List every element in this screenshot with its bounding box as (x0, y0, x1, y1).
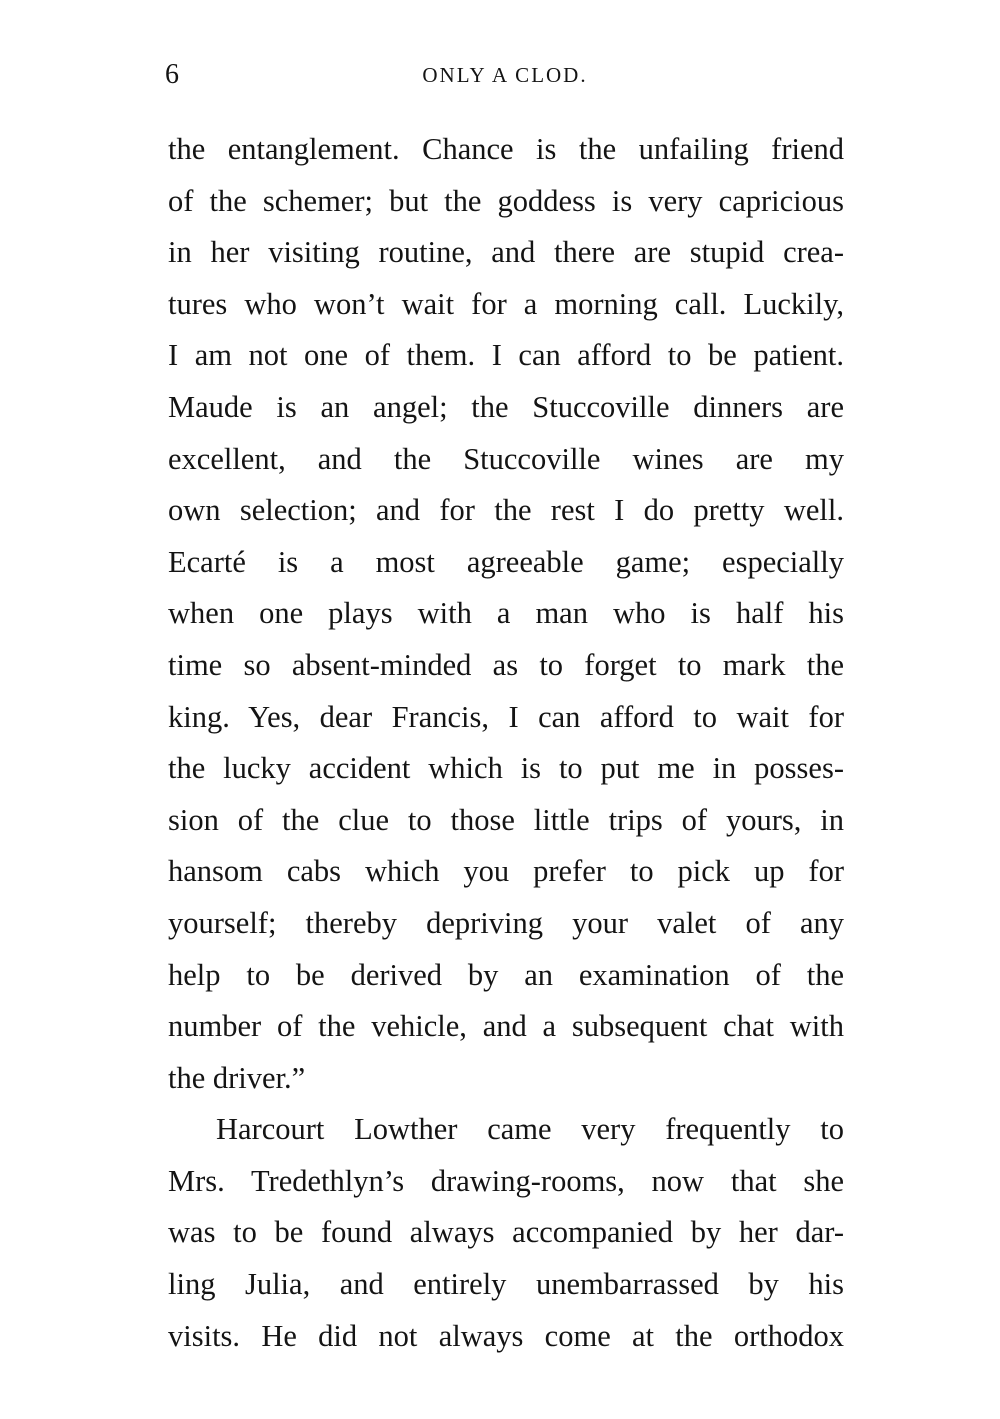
text-line: king. Yes, dear Francis, I can afford to wait for (168, 699, 844, 734)
text-line: visits. He did not always come at the orthodox (168, 1318, 844, 1353)
text-line: excellent, and the Stuccoville wines are my (168, 441, 844, 476)
text-line: help to be derived by an examination of the (168, 957, 844, 992)
text-line: the lucky accident which is to put me in posses- (168, 751, 844, 786)
text-line: own selection; and for the rest I do pretty well. (168, 493, 844, 528)
text-line: in her visiting routine, and there are stupid crea- (168, 235, 844, 270)
text-line: was to be found always accompanied by her dar- (168, 1215, 844, 1250)
text-line: of the schemer; but the goddess is very capricious (168, 183, 844, 218)
page-header (165, 57, 845, 93)
text-line: the entanglement. Chance is the unfailing friend (168, 132, 844, 166)
body-text (168, 124, 844, 1362)
text-line: Mrs. Tredethlyn’s drawing-rooms, now that she (168, 1163, 844, 1198)
text-line: Ecarté is a most agreeable game; especially (168, 544, 844, 579)
text-line: tures who won’t wait for a morning call. Luckily, (168, 286, 844, 321)
text-line: Maude is an angel; the Stuccoville dinners are (168, 389, 844, 424)
text-line: the driver.” (168, 1060, 306, 1095)
text-line: Harcourt Lowther came very frequently to (216, 1112, 844, 1147)
text-line: hansom cabs which you prefer to pick up for (168, 854, 844, 889)
text-line: time so absent-minded as to forget to mark the (168, 647, 844, 682)
text-line: number of the vehicle, and a subsequent chat with (168, 1009, 844, 1044)
text-line: yourself; thereby depriving your valet of any (168, 905, 844, 940)
text-line: sion of the clue to those little trips of yours, in (168, 802, 844, 837)
text-line: when one plays with a man who is half his (168, 596, 844, 631)
running-title: ONLY A CLOD. (422, 63, 588, 87)
text-line: I am not one of them. I can afford to be patient. (168, 338, 844, 373)
page-number: 6 (165, 59, 179, 90)
text-line: ling Julia, and entirely unembarrassed by his (168, 1267, 844, 1302)
